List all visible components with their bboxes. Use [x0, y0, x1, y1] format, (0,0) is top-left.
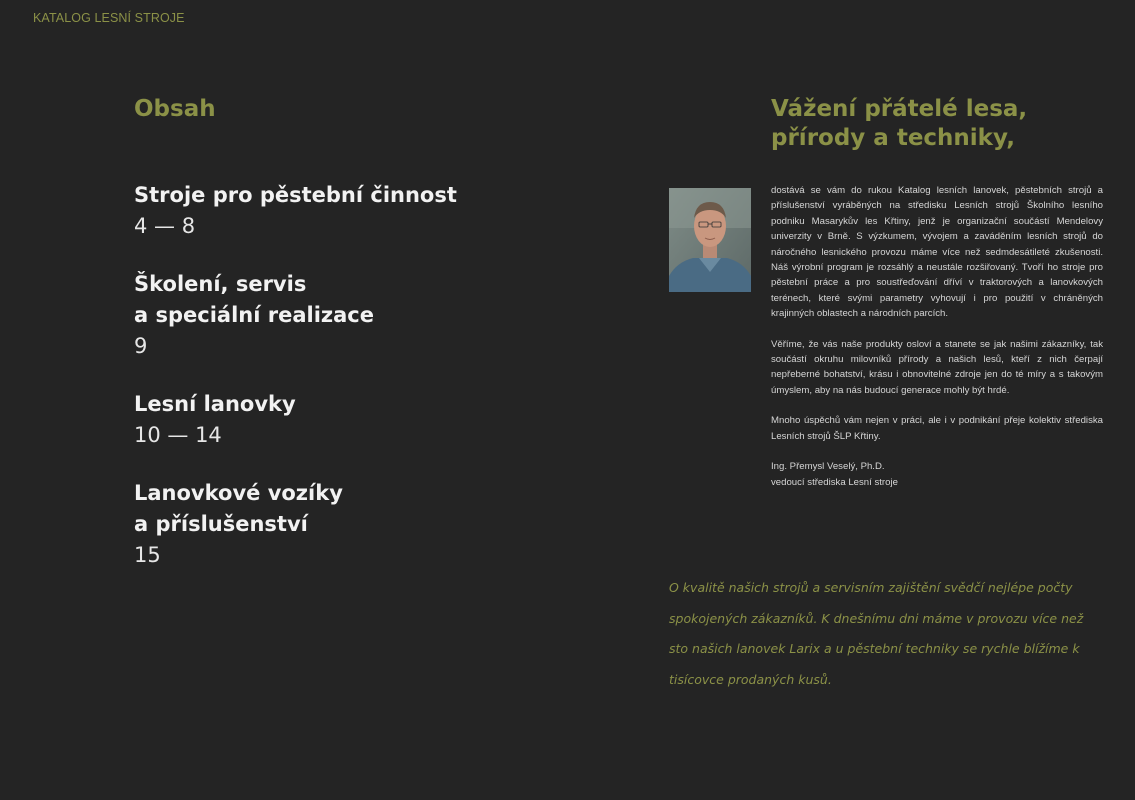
letter-paragraph: dostává se vám do rukou Katalog lesních lanovek, pěstebních strojů a příslušenství vyráběných na středisku Lesních strojů Školního lesního podniku Masarykův les Křtiny, jenž je organizační součástí Mendelovy univerzity v Brně. S výzkumem, vývojem a zaváděním lesních strojů do náročného lesnického provozu máme více než sedmdesátileté zkušenosti. Náš výrobní program je rozsáhlý a neustále rozšiřovaný. Tvoří ho stroje pro pěstební práce a pro soustřeďování dříví v traktorových a lanovkových terénech, které svými parametry vyhovují i pro použití v chráněných krajinných oblastech a národních parcích.: [771, 185, 1103, 320]
welcome-letter: [771, 183, 1103, 490]
toc-item[interactable]: [134, 389, 554, 451]
toc-item-pages: 4 — 8: [134, 214, 196, 238]
toc-item-name: Školení, servis a speciální realizace: [134, 272, 374, 327]
toc-item[interactable]: [134, 269, 554, 362]
highlight-quote: O kvalitě našich strojů a servisním zajištění svědčí nejlépe počty spokojených zákazníků. K dnešnímu dni máme v provozu více než sto našich lanovek Larix a u pěstební techniky se rychle blížíme k tisícovce prodaných kusů.: [669, 580, 1084, 687]
toc-title: Obsah: [134, 96, 216, 122]
letter-paragraph: Věříme, že vás naše produkty osloví a stanete se jak našimi zákazníky, tak součástí okruhu milovníků přírody a našich lesů, kteří z nich čerpají nepřeberné bohatství, krásu i obnovitelné zdroje jen do té míry a s takovým úmyslem, aby na nás budoucí generace mohly být hrdé.: [771, 338, 1103, 396]
toc-item-pages: 15: [134, 543, 161, 567]
toc-item-name: Lesní lanovky: [134, 392, 296, 416]
author-portrait: [669, 188, 751, 292]
signature-role: vedoucí střediska Lesní stroje: [771, 476, 898, 488]
toc-item-pages: 9: [134, 334, 148, 358]
letter-paragraph: Mnoho úspěchů vám nejen v práci, ale i v podnikání přeje kolektiv střediska Lesních strojů ŠLP Křtiny.: [771, 415, 1103, 442]
catalog-header: KATALOG LESNÍ STROJE: [33, 11, 185, 25]
toc-item-name: Stroje pro pěstební činnost: [134, 183, 457, 207]
table-of-contents: [134, 180, 554, 598]
toc-item-name: Lanovkové vozíky a příslušenství: [134, 481, 343, 536]
toc-item[interactable]: [134, 478, 554, 571]
toc-item-pages: 10 — 14: [134, 423, 222, 447]
greeting-heading: Vážení přátelé lesa, přírody a techniky,: [771, 96, 1028, 151]
signature-name: Ing. Přemysl Veselý, Ph.D.: [771, 461, 885, 473]
toc-item[interactable]: [134, 180, 554, 242]
